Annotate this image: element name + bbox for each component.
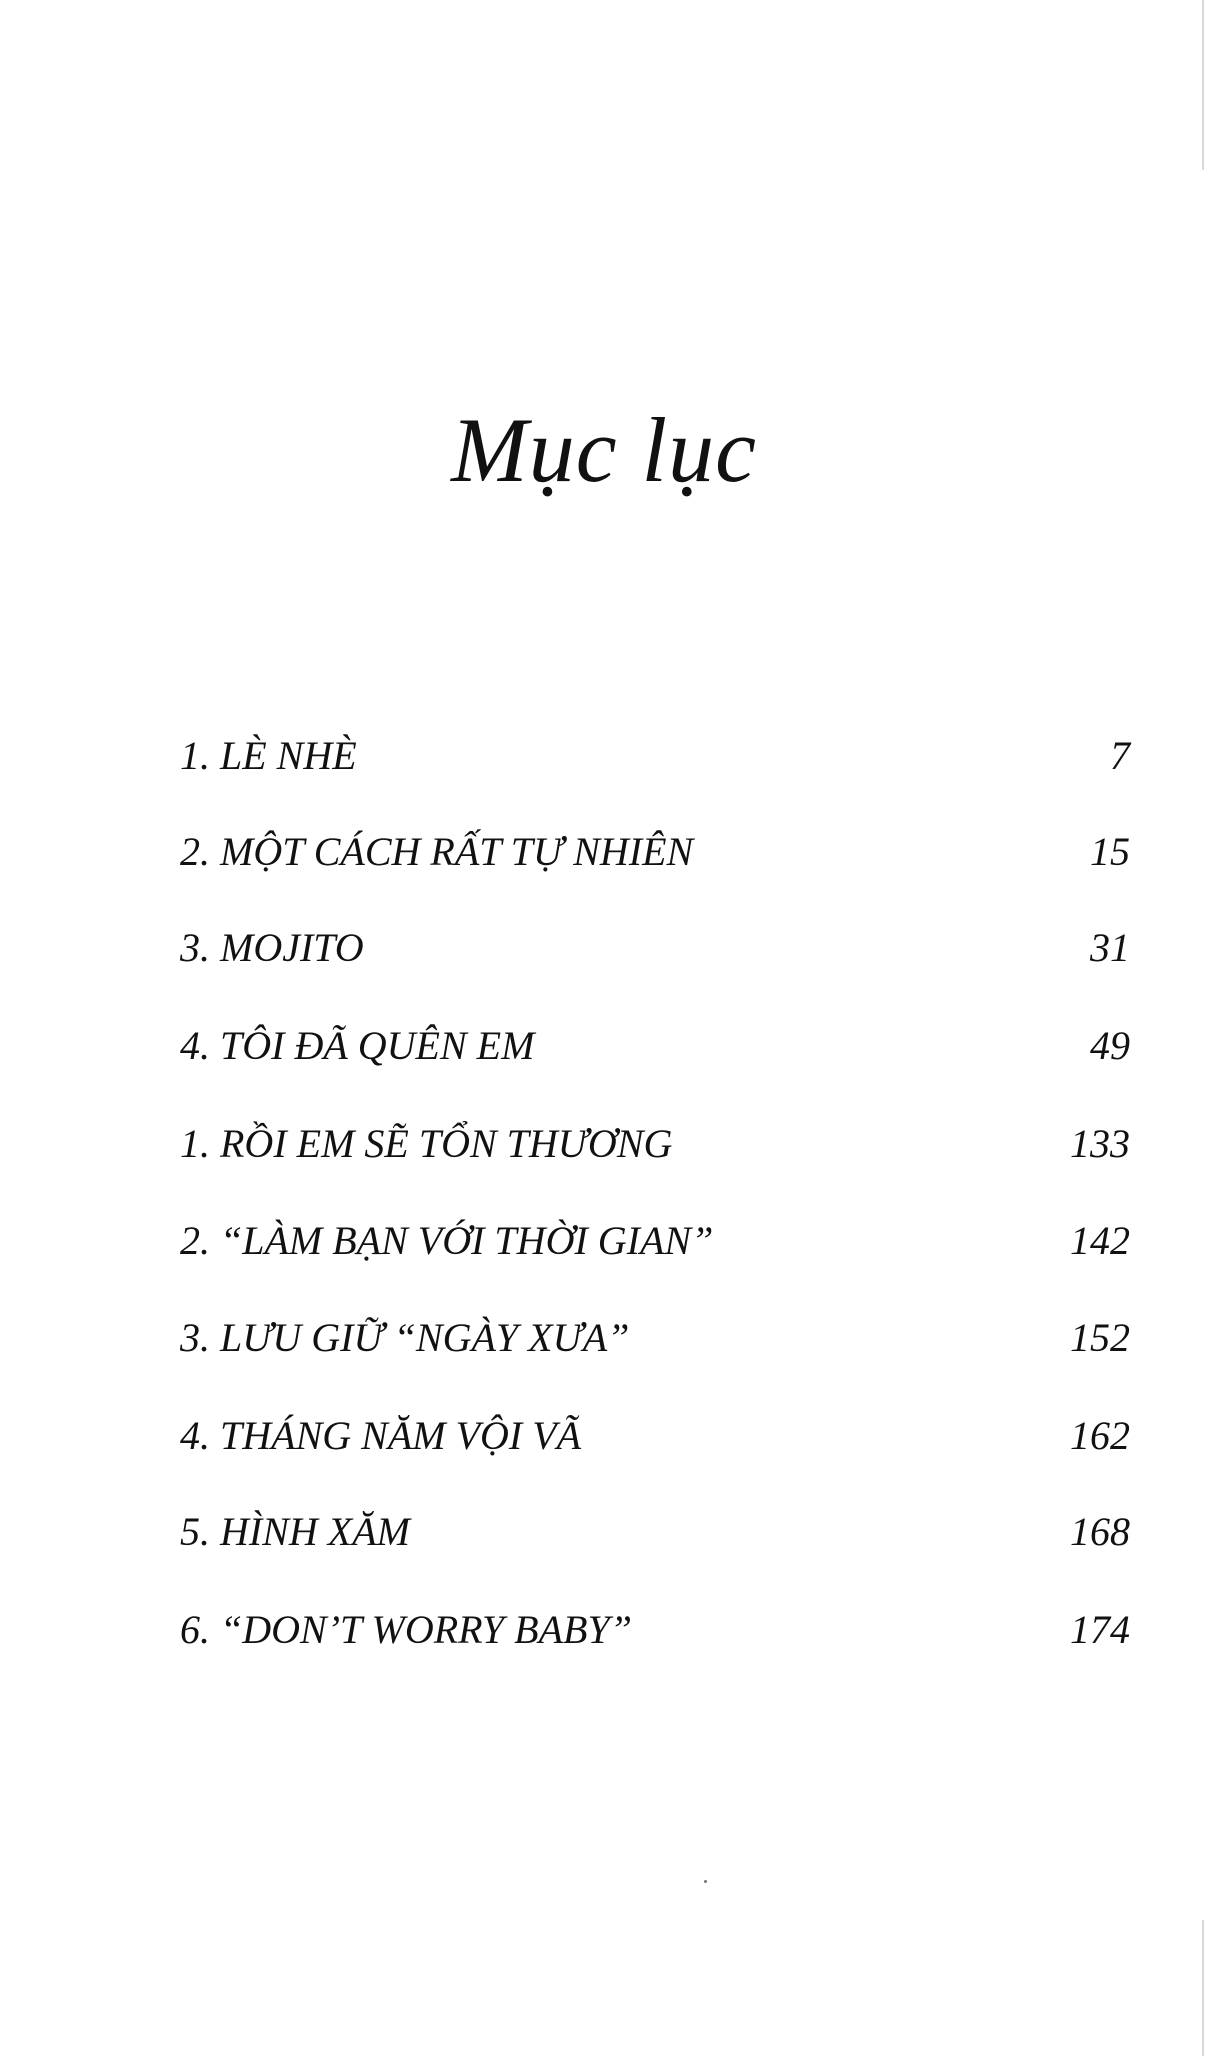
toc-entry-title: 2. “LÀM BẠN VỚI THỜI GIAN” <box>180 1218 714 1263</box>
toc-entry <box>180 1211 1130 1271</box>
toc-entry <box>180 822 1130 882</box>
toc-entry-page: 31 <box>1090 925 1130 970</box>
toc-entry-page: 174 <box>1070 1607 1130 1652</box>
toc-entry-page: 133 <box>1070 1121 1130 1166</box>
toc-entry-page: 49 <box>1090 1023 1130 1068</box>
toc-entry-page: 168 <box>1070 1509 1130 1554</box>
toc-entry-page: 152 <box>1070 1315 1130 1360</box>
toc-entry-page: 142 <box>1070 1218 1130 1263</box>
toc-entry <box>180 918 1130 978</box>
toc-entry-page: 15 <box>1090 829 1130 874</box>
page-edge-shadow <box>1202 1920 1204 2056</box>
toc-entry-page: 7 <box>1110 733 1130 778</box>
toc-entry-title: 4. TÔI ĐÃ QUÊN EM <box>180 1023 535 1068</box>
toc-entry-title: 6. “DON’T WORRY BABY” <box>180 1607 632 1652</box>
toc-entry-title: 1. RỒI EM SẼ TỔN THƯƠNG <box>180 1121 673 1166</box>
toc-entry-page: 162 <box>1070 1413 1130 1458</box>
toc-entry <box>180 1406 1130 1466</box>
toc-entry <box>180 1600 1130 1660</box>
toc-entry-title: 2. MỘT CÁCH RẤT TỰ NHIÊN <box>180 829 694 874</box>
page-edge-shadow <box>1202 0 1204 170</box>
toc-entry-title: 3. LƯU GIỮ “NGÀY XƯA” <box>180 1315 630 1360</box>
toc-entry <box>180 1114 1130 1174</box>
print-speck <box>704 1880 707 1883</box>
toc-entry <box>180 726 1130 786</box>
toc-entry <box>180 1502 1130 1562</box>
toc-entry-title: 3. MOJITO <box>180 925 364 970</box>
toc-entry <box>180 1308 1130 1368</box>
toc-entry-title: 5. HÌNH XĂM <box>180 1509 410 1554</box>
page-title: Mục lục <box>451 399 757 501</box>
toc-entry-title: 1. LÈ NHÈ <box>180 733 357 778</box>
toc-entry <box>180 1016 1130 1076</box>
toc-entry-title: 4. THÁNG NĂM VỘI VÃ <box>180 1413 582 1458</box>
